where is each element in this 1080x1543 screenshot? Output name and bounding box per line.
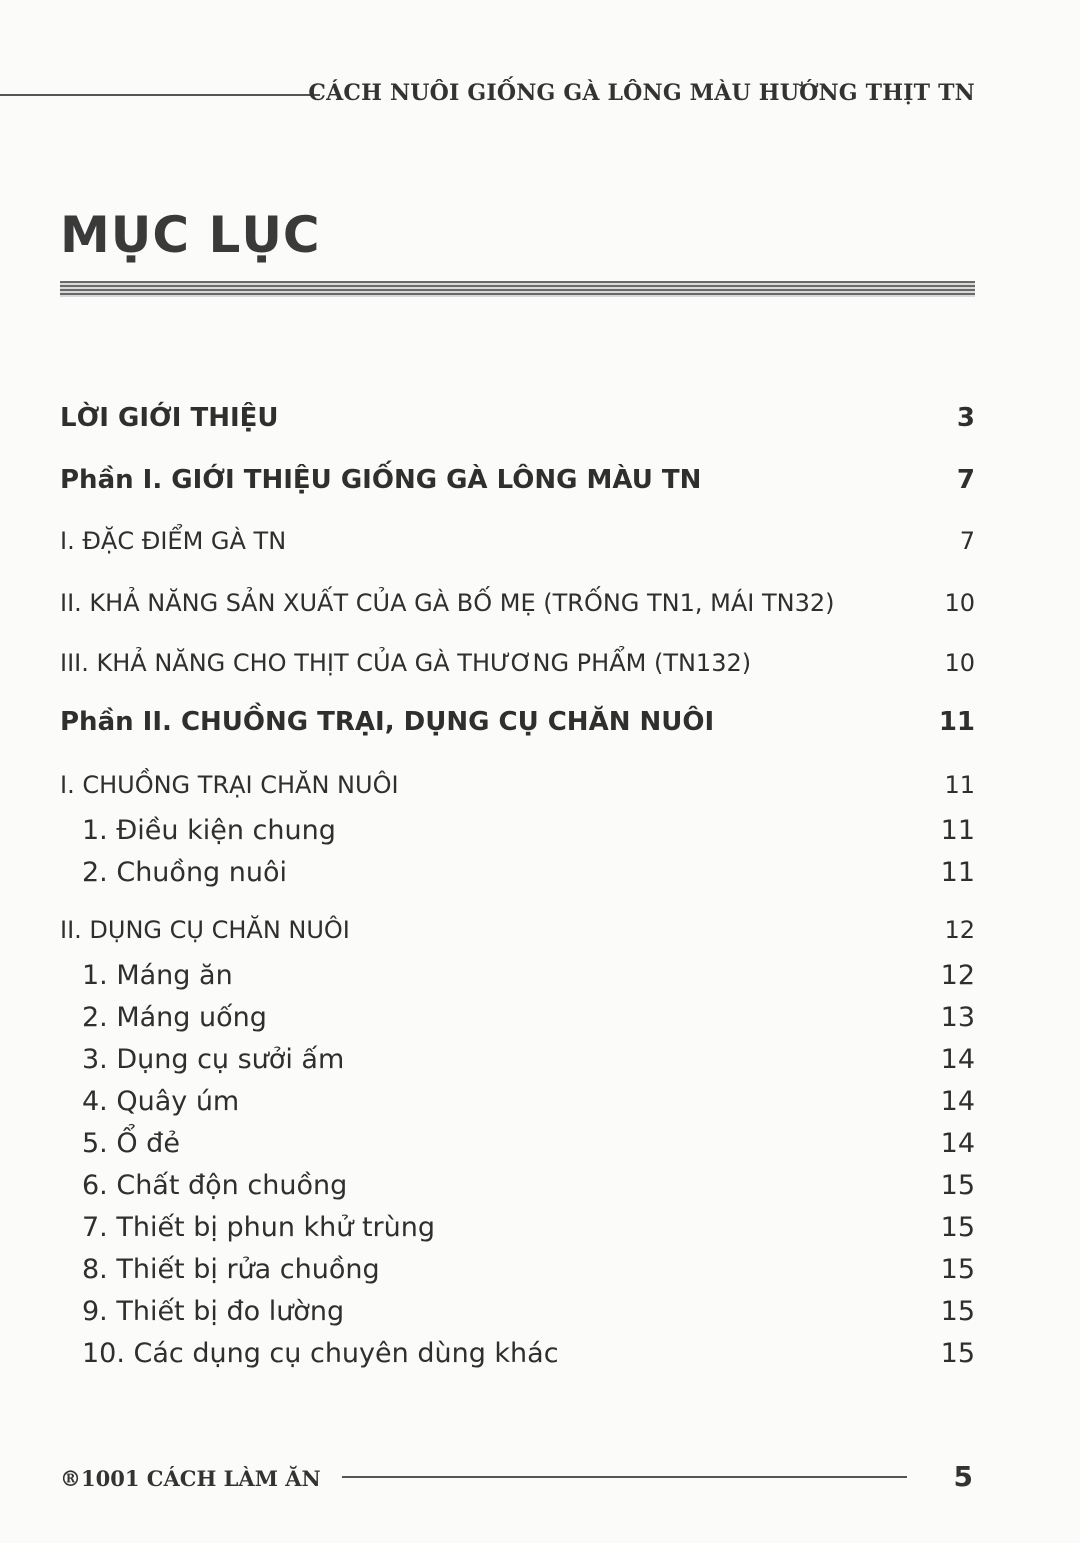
toc-entry-label: 3. Dụng cụ sưởi ấm: [82, 1044, 345, 1075]
header-rule: [0, 94, 320, 96]
toc-entry-page: 11: [940, 815, 975, 846]
toc-entry[interactable]: [60, 589, 975, 617]
toc-entry-page: 11: [940, 857, 975, 888]
toc-entry-label: 9. Thiết bị đo lường: [82, 1296, 345, 1327]
toc-entry-page: 7: [959, 527, 975, 555]
publisher-footer: ®1001 CÁCH LÀM ĂN: [60, 1466, 321, 1491]
toc-entry[interactable]: [60, 1128, 975, 1159]
toc-entry-page: 15: [940, 1254, 975, 1285]
toc-entry[interactable]: [60, 527, 975, 555]
toc-entry[interactable]: [60, 815, 975, 846]
toc-entry-page: 11: [938, 707, 975, 737]
title-divider: [60, 281, 975, 297]
toc-entry[interactable]: [60, 1170, 975, 1201]
footer-rule: [342, 1476, 907, 1478]
toc-entry-label: I. CHUỒNG TRẠI CHĂN NUÔI: [60, 771, 399, 799]
toc-entry[interactable]: [60, 916, 975, 944]
toc-entry-label: 2. Chuồng nuôi: [82, 857, 288, 888]
toc-entry-page: 10: [944, 649, 975, 677]
toc-entry[interactable]: [60, 1002, 975, 1033]
toc-entry-page: 12: [944, 916, 975, 944]
toc-entry-page: 7: [956, 465, 975, 495]
toc-entry-label: 1. Máng ăn: [82, 960, 233, 991]
toc-entry[interactable]: [60, 857, 975, 888]
toc-entry-page: 12: [940, 960, 975, 991]
toc-entry[interactable]: [60, 1338, 975, 1369]
toc-entry[interactable]: [60, 649, 975, 677]
toc-entry-label: 5. Ổ đẻ: [82, 1128, 180, 1159]
toc-entry-label: 8. Thiết bị rửa chuồng: [82, 1254, 380, 1285]
toc-entry[interactable]: [60, 771, 975, 799]
toc-entry-label: 1. Điều kiện chung: [82, 815, 336, 846]
toc-entry-page: 14: [940, 1128, 975, 1159]
toc-entry-label: 4. Quây úm: [82, 1086, 240, 1117]
toc-entry[interactable]: [60, 1254, 975, 1285]
toc-entry-label: 10. Các dụng cụ chuyên dùng khác: [82, 1338, 559, 1369]
toc-entry-label: II. DỤNG CỤ CHĂN NUÔI: [60, 916, 350, 944]
toc-entry-page: 15: [940, 1170, 975, 1201]
toc-entry-label: 6. Chất độn chuồng: [82, 1170, 348, 1201]
toc-entry-page: 10: [944, 589, 975, 617]
toc-entry-page: 15: [940, 1212, 975, 1243]
toc-entry-label: III. KHẢ NĂNG CHO THỊT CỦA GÀ THƯƠNG PHẨM (TN132): [60, 649, 752, 677]
toc-entry[interactable]: [60, 1212, 975, 1243]
toc-entry[interactable]: [60, 960, 975, 991]
toc-entry[interactable]: [60, 403, 975, 433]
toc-entry-label: 2. Máng uống: [82, 1002, 267, 1033]
toc-entry[interactable]: [60, 1044, 975, 1075]
toc-entry-page: 15: [940, 1338, 975, 1369]
toc-entry-label: II. KHẢ NĂNG SẢN XUẤT CỦA GÀ BỐ MẸ (TRỐNG TN1, MÁI TN32): [60, 589, 835, 617]
toc-entry-label: 7. Thiết bị phun khử trùng: [82, 1212, 436, 1243]
toc-entry-page: 14: [940, 1086, 975, 1117]
toc-entry[interactable]: [60, 465, 975, 495]
toc-entry-page: 11: [944, 771, 975, 799]
toc-entry-page: 3: [956, 403, 975, 433]
toc-entry-page: 15: [940, 1296, 975, 1327]
running-header-title: CÁCH NUÔI GIỐNG GÀ LÔNG MÀU HƯỚNG THỊT TN: [308, 80, 975, 106]
toc-entry-label: LỜI GIỚI THIỆU: [60, 403, 279, 433]
toc-entry-label: I. ĐẶC ĐIỂM GÀ TN: [60, 527, 287, 555]
toc-entry[interactable]: [60, 707, 975, 737]
page-title: MỤC LỤC: [60, 206, 321, 264]
toc-entry[interactable]: [60, 1296, 975, 1327]
toc-entry[interactable]: [60, 1086, 975, 1117]
toc-entry-page: 13: [940, 1002, 975, 1033]
toc-entry-label: Phần I. GIỚI THIỆU GIỐNG GÀ LÔNG MÀU TN: [60, 465, 702, 495]
toc-entry-page: 14: [940, 1044, 975, 1075]
page-number: 5: [953, 1460, 973, 1493]
toc-entry-label: Phần II. CHUỒNG TRẠI, DỤNG CỤ CHĂN NUÔI: [60, 707, 715, 737]
